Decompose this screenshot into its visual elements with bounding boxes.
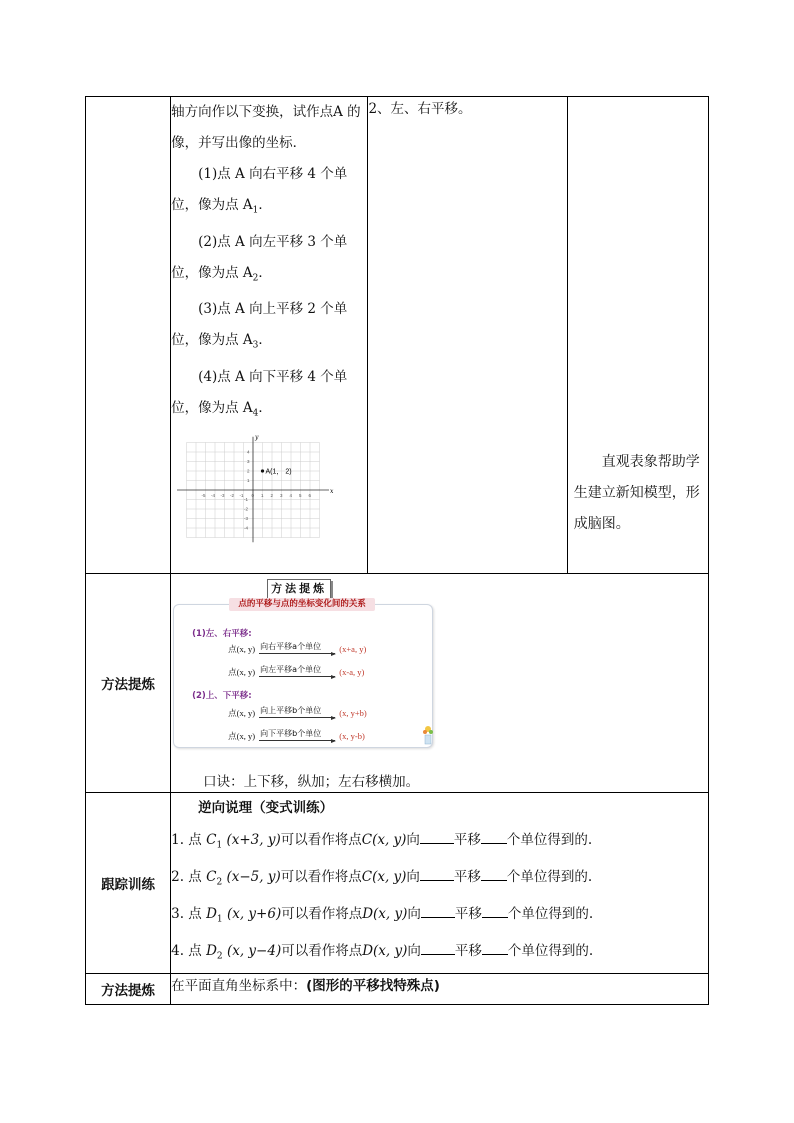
direction-blank[interactable] xyxy=(420,831,454,844)
tracking-row xyxy=(86,793,709,974)
exercise-item-line2 xyxy=(171,393,367,430)
y-tick-label: 4 xyxy=(247,449,250,455)
exercise-item-line2 xyxy=(171,258,367,295)
item-text: 可以看作将点 xyxy=(281,905,363,922)
item-number: 2. 点 xyxy=(171,868,202,885)
point-subscript: 1 xyxy=(216,840,223,851)
item-text: 位，像为点 A xyxy=(171,400,253,417)
direction-blank[interactable] xyxy=(421,942,455,955)
item-text: 位，像为点 A xyxy=(171,332,253,349)
item-end: ． xyxy=(258,264,272,281)
point-name: C xyxy=(206,831,217,848)
direction-blank[interactable] xyxy=(421,905,455,918)
x-tick-label: 0 xyxy=(251,492,255,498)
rule-result: (x-a, y) xyxy=(339,667,365,677)
rule-row-right xyxy=(228,643,366,655)
item-end: ． xyxy=(258,400,272,417)
arrow-label: 向上平移b个单位 xyxy=(260,706,322,715)
x-tick-label: -1 xyxy=(239,492,244,498)
arrow-icon xyxy=(259,707,335,718)
item-number: 1. 点 xyxy=(171,831,202,848)
tracking-label: 跟踪训练 xyxy=(86,793,171,974)
empty-label-cell xyxy=(86,97,171,574)
point-coord: (x+3, y) xyxy=(226,831,281,848)
x-tick-label: 5 xyxy=(299,492,302,498)
item-text: 平移 xyxy=(454,943,482,960)
exercise-item-line1: (3)点 A 向上平移 2 个单 xyxy=(198,301,348,318)
tracking-items xyxy=(171,825,708,974)
x-tick-label: -4 xyxy=(211,492,216,498)
item-end: ． xyxy=(258,197,272,213)
item-text: 平移 xyxy=(453,868,481,885)
point-subscript: 1 xyxy=(216,914,223,925)
x-tick-label: 4 xyxy=(289,492,293,498)
item-subscript: 3 xyxy=(252,341,259,352)
y-axis-label: y xyxy=(255,433,259,441)
design-intent-line3: 成脑图。 xyxy=(573,516,630,532)
rule-result: (x+a, y) xyxy=(339,644,367,654)
item-number: 4. 点 xyxy=(171,943,202,960)
exercise-items xyxy=(171,159,367,430)
units-blank[interactable] xyxy=(481,831,507,844)
y-tick-label: 3 xyxy=(247,458,250,464)
item-text: 平移 xyxy=(454,905,482,922)
card-title: 方法提炼 xyxy=(267,579,331,599)
rule-row-up xyxy=(228,707,367,719)
tracking-title: 逆向说理（变式训练） xyxy=(198,800,334,816)
direction-blank[interactable] xyxy=(420,868,454,881)
item-subscript: 1 xyxy=(252,205,259,216)
x-tick-label: 2 xyxy=(270,492,274,498)
design-intent-line1: 直观表象帮助学 xyxy=(601,454,700,470)
point-name: C xyxy=(206,868,217,885)
y-tick-label: -4 xyxy=(244,525,249,531)
coordinate-grid xyxy=(175,434,335,544)
method-label: 方法提炼 xyxy=(86,574,171,793)
method2-label: 方法提炼 xyxy=(86,974,171,1005)
item-text: 向 xyxy=(406,831,420,848)
analysis-cell xyxy=(368,97,567,574)
exercise-item-line2 xyxy=(171,325,367,362)
x-tick-label: 6 xyxy=(308,492,312,498)
method-row xyxy=(86,574,709,793)
item-text: 平移 xyxy=(453,831,481,848)
rule-row-down xyxy=(228,730,365,742)
design-intent-line2: 生建立新知模型，形 xyxy=(573,485,700,501)
method-content xyxy=(171,574,709,793)
rule-from: 点(x, y) xyxy=(228,644,256,654)
item-text: 可以看作将点 xyxy=(280,831,362,848)
item-text: 个单位得到的. xyxy=(507,905,594,922)
tracking-item xyxy=(171,825,708,862)
exercise-item-line1: (1)点 A 向右平移 4 个单 xyxy=(198,166,348,182)
lesson-table xyxy=(85,96,709,1005)
item-text: 位，像为点 A xyxy=(171,197,253,213)
item-number: 3. 点 xyxy=(171,905,202,922)
y-tick-label: -2 xyxy=(244,506,249,512)
axes xyxy=(177,434,334,542)
arrow-label: 向右平移a个单位 xyxy=(260,642,322,651)
section-up-down: (2)上、下平移: xyxy=(192,691,252,701)
arrow-label: 向下平移b个单位 xyxy=(260,729,322,738)
arrow-label: 向左平移a个单位 xyxy=(260,665,322,674)
rule-result: (x, y-b) xyxy=(339,731,365,741)
point-coord: (x−5, y) xyxy=(226,868,281,885)
rule-from: 点(x, y) xyxy=(228,731,256,741)
item-text: 个单位得到的. xyxy=(507,943,594,960)
exercise-row xyxy=(86,97,709,574)
y-tick-label: 2 xyxy=(247,468,250,474)
rule-from: 点(x, y) xyxy=(228,708,256,718)
tracking-item xyxy=(171,936,708,973)
source-point: D(x, y) xyxy=(362,943,408,960)
point-subscript: 2 xyxy=(216,951,223,962)
method2-text: 在平面直角坐标系中： xyxy=(171,978,307,995)
y-tick-label: -3 xyxy=(244,515,249,521)
item-end: ． xyxy=(258,332,272,349)
flower-icon xyxy=(422,723,434,745)
item-subscript: 2 xyxy=(252,273,259,284)
item-text: 可以看作将点 xyxy=(281,943,363,960)
item-text: 向 xyxy=(406,868,420,885)
point-name: D xyxy=(206,943,217,960)
design-intent-cell xyxy=(567,97,708,574)
point-coord: (x, y+6) xyxy=(226,905,282,922)
source-point: C(x, y) xyxy=(361,831,407,848)
analysis-text: 2、左、右平移。 xyxy=(368,101,472,117)
item-text: 可以看作将点 xyxy=(280,868,362,885)
tracking-content xyxy=(171,793,709,974)
rule-from: 点(x, y) xyxy=(228,667,256,677)
units-blank[interactable] xyxy=(482,942,508,955)
x-axis-label: x xyxy=(330,487,334,495)
arrow-icon xyxy=(259,730,335,741)
method2-bold: (图形的平移找特殊点) xyxy=(306,978,440,995)
x-tick-label: -5 xyxy=(201,492,206,498)
item-text: 个单位得到的. xyxy=(506,831,593,848)
x-tick-label: -3 xyxy=(220,492,225,498)
item-text: 位，像为点 A xyxy=(171,264,253,281)
method-card xyxy=(173,604,433,748)
method2-row xyxy=(86,974,709,1005)
x-tick-label: -2 xyxy=(230,492,235,498)
point-coord: (x, y−4) xyxy=(226,943,282,960)
card-subtitle: 点的平移与点的坐标变化间的关系 xyxy=(229,598,375,611)
units-blank[interactable] xyxy=(482,905,508,918)
method2-content xyxy=(171,974,709,1005)
item-text: 个单位得到的. xyxy=(506,868,593,885)
exercise-item-line2 xyxy=(171,190,367,227)
tracking-item xyxy=(171,862,708,899)
point-name: D xyxy=(206,905,217,922)
units-blank[interactable] xyxy=(481,868,507,881)
item-subscript: 4 xyxy=(252,408,259,419)
section-left-right: (1)左、右平移: xyxy=(192,629,252,639)
point-a xyxy=(261,469,264,472)
exercise-item-line1: (4)点 A 向下平移 4 个单 xyxy=(198,369,348,386)
item-text: 向 xyxy=(407,943,421,960)
arrow-icon xyxy=(259,643,335,654)
rule-row-left xyxy=(228,666,364,678)
mnemonic: 口诀：上下移，纵加；左右移横加。 xyxy=(203,774,420,790)
x-tick-label: 1 xyxy=(261,492,264,498)
tracking-item xyxy=(171,899,708,936)
rule-result: (x, y+b) xyxy=(339,708,367,718)
y-tick-label: -1 xyxy=(244,496,249,502)
y-tick-label: 1 xyxy=(247,477,250,483)
x-tick-label: 3 xyxy=(280,492,283,498)
arrow-icon xyxy=(259,666,335,677)
source-point: D(x, y) xyxy=(362,905,408,922)
point-a-label: A(1， 2) xyxy=(265,468,292,476)
exercise-intro: 轴方向作以下变换，试作点A 的像，并写出像的坐标． xyxy=(171,104,361,151)
design-intent-note xyxy=(574,447,704,540)
exercise-cell xyxy=(171,97,368,574)
point-subscript: 2 xyxy=(216,877,223,888)
source-point: C(x, y) xyxy=(361,868,407,885)
item-text: 向 xyxy=(407,905,421,922)
exercise-item-line1: (2)点 A 向左平移 3 个单 xyxy=(198,233,348,250)
